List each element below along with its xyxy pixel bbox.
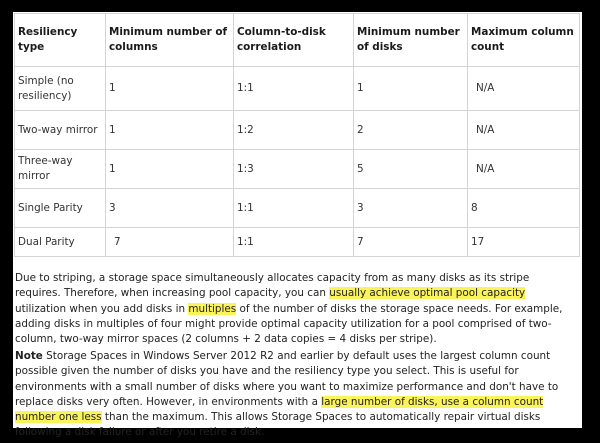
cell-type: Two-way mirror	[15, 111, 106, 150]
header-min-disks: Minimum number of disks	[354, 14, 468, 67]
cell-min-disks: 5	[354, 150, 468, 189]
cell-max-columns: N/A	[468, 111, 580, 150]
paragraph-text: Due to striping, a storage space simultaneously allocates capacity from as many disks as its stripe requires. Therefore, when increasing pool capacity, you can	[15, 272, 530, 300]
cell-min-columns: 3	[106, 189, 234, 228]
cell-max-columns: N/A	[468, 67, 580, 111]
highlighted-text: large number of disks, use a column count number one less	[15, 395, 544, 424]
table-row	[15, 111, 580, 150]
cell-max-columns: N/A	[468, 150, 580, 189]
table-row	[15, 189, 580, 228]
table-header-row	[15, 14, 580, 67]
paragraph-text: than the maximum. This allows Storage Spaces to automatically repair virtual disks following a disk failure or after you retire a disk.	[15, 411, 541, 439]
cell-min-disks: 2	[354, 111, 468, 150]
cell-min-columns: 1	[106, 111, 234, 150]
striping-paragraph	[15, 271, 577, 347]
cell-max-columns: 17	[468, 228, 580, 257]
header-correlation: Column-to-disk correlation	[234, 14, 354, 67]
document-page	[13, 12, 582, 439]
cell-correlation: 1:2	[234, 111, 354, 150]
cell-correlation: 1:1	[234, 189, 354, 228]
note-paragraph	[15, 349, 577, 441]
table-row	[15, 228, 580, 257]
header-min-columns: Minimum number of columns	[106, 14, 234, 67]
paragraph-text: Storage Spaces in Windows Server 2012 R2 and earlier by default uses the largest column count possible given the number of disks you have and the resiliency type you select. This is useful for environments with a small number of disks where you want to maximize performance and don't have to replace disks very often. However, in environments with a	[15, 350, 559, 408]
cell-min-disks: 1	[354, 67, 468, 111]
cell-min-columns: 7	[106, 228, 234, 257]
cell-min-columns: 1	[106, 150, 234, 189]
cell-correlation: 1:1	[234, 67, 354, 111]
cell-type: Simple (no resiliency)	[15, 67, 106, 111]
paragraph-text: utilization when you add disks in	[15, 302, 189, 315]
cell-min-columns: 1	[106, 67, 234, 111]
cell-type: Dual Parity	[15, 228, 106, 257]
cell-correlation: 1:3	[234, 150, 354, 189]
resiliency-table	[14, 13, 580, 257]
paragraph-text: of the number of disks the storage space needs. For example, adding disks in multiples of four might provide optimal capacity utilization for a pool comprised of two-column, two-way mirror spaces (2 columns + 2 data copies = 4 disks per stripe).	[15, 302, 563, 346]
header-max-columns: Maximum column count	[468, 14, 580, 67]
highlighted-text: usually achieve optimal pool capacity	[329, 287, 526, 300]
cell-type: Single Parity	[15, 189, 106, 228]
highlighted-text: multiples	[188, 302, 237, 315]
cell-max-columns: 8	[468, 189, 580, 228]
cell-type: Three-way mirror	[15, 150, 106, 189]
cell-min-disks: 7	[354, 228, 468, 257]
cell-min-disks: 3	[354, 189, 468, 228]
cell-correlation: 1:1	[234, 228, 354, 257]
table-row	[15, 150, 580, 189]
table-row	[15, 67, 580, 111]
note-label: Note	[15, 350, 43, 362]
header-resiliency-type: Resiliency type	[15, 14, 106, 67]
